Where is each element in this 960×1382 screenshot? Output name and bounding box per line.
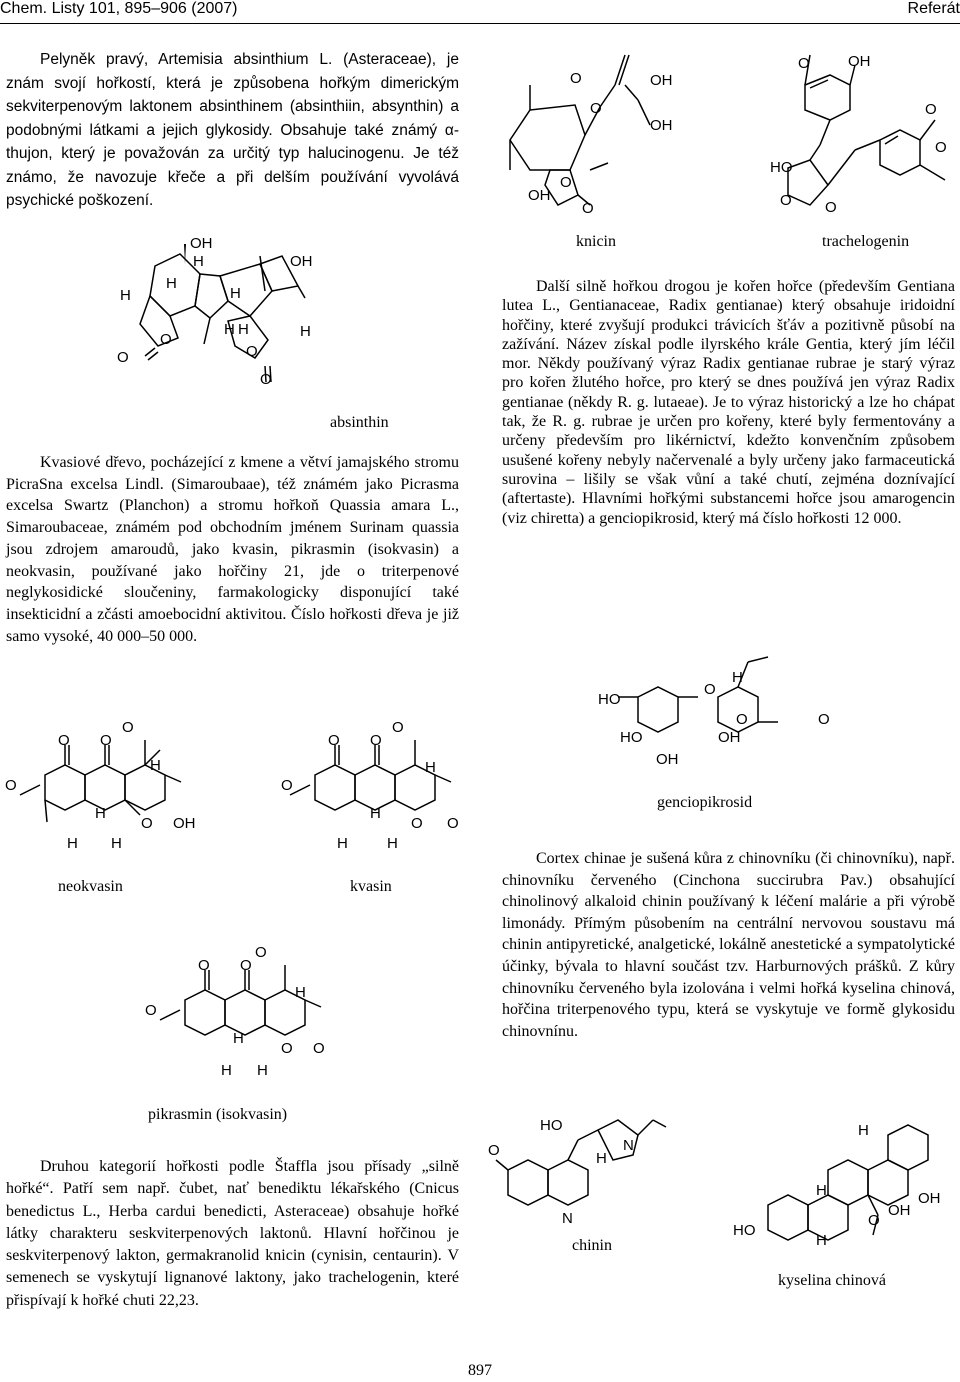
atom-h: H: [425, 759, 436, 776]
atom-h: H: [221, 1062, 232, 1079]
pikrasmin-structure: [145, 935, 360, 1085]
atom-o: O: [780, 192, 792, 209]
atom-o: O: [122, 719, 134, 736]
atom-o: O: [411, 815, 423, 832]
atom-o: O: [935, 139, 947, 156]
atom-o: O: [141, 815, 153, 832]
atom-o: O: [145, 1002, 157, 1019]
atom-o: O: [488, 1142, 500, 1159]
atom-h: H: [67, 835, 78, 852]
header-rule: [0, 23, 960, 24]
atom-o: O: [560, 174, 572, 191]
section-header: Referát: [907, 0, 960, 17]
atom-o: O: [582, 200, 594, 217]
caption-absinthin: absinthin: [330, 414, 389, 431]
atom-h: H: [120, 287, 131, 304]
atom-h: H: [370, 805, 381, 822]
atom-oh: OH: [290, 253, 313, 270]
atom-o: O: [260, 371, 272, 388]
atom-h: H: [224, 321, 235, 338]
caption-kvasin: kvasin: [350, 878, 392, 895]
atom-h: H: [166, 275, 177, 292]
kvasin-structure: [275, 710, 475, 860]
atom-oh: OH: [848, 53, 871, 70]
atom-h: H: [337, 835, 348, 852]
atom-ho: HO: [540, 1117, 563, 1134]
atom-o: O: [198, 957, 210, 974]
atom-h: H: [238, 321, 249, 338]
atom-o: O: [590, 100, 602, 117]
caption-neokvasin: neokvasin: [58, 878, 123, 895]
atom-o: O: [255, 944, 267, 961]
atom-oh: OH: [918, 1190, 941, 1207]
atom-o: O: [447, 815, 459, 832]
atom-ho: HO: [770, 159, 793, 176]
paragraph-kvasiove-drevo: Kvasiové dřevo, pocházející z kmene a větví jamajského stromu PicraSna excelsa Lindl. (Simaroubaae), též známém jako Picrasma excelsa Swartz (Planchon) a stromu hořkoň Quassia amara L., Simaroubaceae, známém pod obchodním jménem Surinam quassia jsou zdrojem amaroudů, jako kvasin, pikrasmin (isokvasin) a neokvasin, používané jako hořčiny 21, jde o triterpenové neglykosidické sloučeniny, farmakologicky disponující také insekticidní a zčásti amoebocidní aktivitou. Číslo hořkosti dřeva je již samo vysoké, 40 000–50 000.: [6, 454, 459, 645]
atom-o: O: [328, 732, 340, 749]
atom-ho: HO: [620, 729, 643, 746]
paragraph-koren-horce: Další silně hořkou drogou je kořen hořce (především Gentiana lutea L., Gentianaceae, Radix gentianae) který obsahuje iridoidní hořčiny, které zvyšují produkci trávicích šťáv a pozitivně působí na zažívání. Název získal podle ilyrského krále Gentia, který jím léčil mor. Někdy používaný výraz Radix gentianae rubrae je starý výraz pro kořen žlutého hořce, pro který se dnes používá jen výraz Radix gentianae (někdy R. g. lutaeae). Je to výraz historický a lze ho chápat tak, že R. g. rubrae je určen pro kořeny, které byly fermentovány a určeny především pro likérnictví, kdežto konvenčním způsobem usušené kořeny nebyly načervenalé a byly určeny jako farmaceutická surovina – lišily se však vůní a také chutí, zejména doznívající (aftertaste). Hlavními hořkými substancemi hořce jsou amarogencin (viz chiretta) a genciopikrosid, který má číslo hořkosti 12 000.: [502, 278, 955, 527]
atom-h: H: [300, 323, 311, 340]
atom-o: O: [281, 777, 293, 794]
atom-h: H: [233, 1030, 244, 1047]
atom-h: H: [596, 1150, 607, 1167]
atom-oh: OH: [190, 235, 213, 252]
atom-o: O: [392, 719, 404, 736]
atom-h: H: [816, 1232, 827, 1249]
atom-n: N: [562, 1210, 573, 1227]
kyselina-chinova-structure: [728, 1115, 958, 1260]
atom-o: O: [5, 777, 17, 794]
atom-o: O: [240, 957, 252, 974]
atom-oh: OH: [888, 1202, 911, 1219]
atom-o: O: [246, 343, 258, 360]
atom-h: H: [230, 285, 241, 302]
chinin-structure: [488, 1115, 698, 1240]
atom-o: O: [798, 55, 810, 72]
atom-o: O: [704, 681, 716, 698]
atom-n: N: [623, 1137, 634, 1154]
atom-ho: HO: [733, 1222, 756, 1239]
page-number: 897: [468, 1362, 492, 1379]
atom-o: O: [100, 732, 112, 749]
atom-oh: OH: [650, 117, 673, 134]
trachelogenin-structure: [740, 40, 960, 220]
atom-h: H: [816, 1182, 827, 1199]
atom-o: O: [825, 199, 837, 216]
atom-h: H: [95, 805, 106, 822]
absinthin-structure: [100, 236, 350, 386]
atom-o: O: [868, 1212, 880, 1229]
paragraph-cortex-chinae: Cortex chinae je sušená kůra z chinovníku (či chinovníku), např. chinovníku červeného (Cinchona succirubra Pav.) obsahující chinolinový alkaloid chinin používaný k léčení malárie a při výrobě limonády. Přímým působením na centrální nervovou soustavu má chinin antipyretické, analgetické, lokálně anestetické a sympatolytické účinky, bývala to hlavní součást tzv. Harburnových prášků. Z kůry chinovníku červeného byla izolována i velmi hořká kyselina chinová, hořčina triterpenového typu, která se vyskytuje ve formě glykosidu chinovnínu.: [502, 850, 955, 1040]
atom-o: O: [160, 331, 172, 348]
neokvasin-structure: [5, 710, 220, 860]
caption-genciopikrosid: genciopikrosid: [657, 794, 753, 811]
atom-oh: OH: [718, 729, 741, 746]
atom-h: H: [150, 757, 161, 774]
atom-oh: OH: [173, 815, 196, 832]
journal-header: Chem. Listy 101, 895–906 (2007): [0, 0, 238, 17]
caption-pikrasmin: pikrasmin (isokvasin): [148, 1106, 288, 1123]
caption-chinin: chinin: [572, 1237, 612, 1254]
atom-oh: OH: [656, 751, 679, 768]
atom-ho: HO: [598, 691, 621, 708]
atom-h: H: [111, 835, 122, 852]
atom-o: O: [370, 732, 382, 749]
atom-o: O: [570, 70, 582, 87]
paragraph-artemisia: Pelyněk pravý, Artemisia absinthium L. (Asteraceae), je znám svojí hořkostí, která je způsobena hořkým dimerickým sekviterpenovým laktonem absinthinem (absinthiin, absynthin) a podobnými látkami a jejich glykosidy. Obsahuje také známý α-thujon, který je považován za určitý typ halucinogenu. Je též známo, že navozuje křeče a při delším používání vyvolává psychické poškození.: [6, 51, 459, 209]
atom-h: H: [193, 253, 204, 270]
atom-o: O: [818, 711, 830, 728]
atom-oh: OH: [650, 72, 673, 89]
caption-trachelogenin: trachelogenin: [822, 233, 910, 250]
atom-h: H: [257, 1062, 268, 1079]
atom-o: O: [925, 101, 937, 118]
atom-o: O: [281, 1040, 293, 1057]
atom-oh: OH: [528, 187, 551, 204]
atom-h: H: [732, 669, 743, 686]
atom-o: O: [58, 732, 70, 749]
paragraph-druha-kategorie: Druhou kategorií hořkosti podle Štaffla jsou přísady „silně hořké“. Patří sem např. čubet, nať benediktu lékařského (Cnicus benedictus L., Herba cardui benedicti, Asteraceae) obsahuje hořké látky charakteru seskviterpenových laktonů. Hlavní hořčinou je seskviterpenový lakton, germakranolid knicin (cynisin, centaurin). V semenech se vyskytují lignanové laktony, jako trachelogenin, které přispívají k hořké chuti 22,23.: [6, 1158, 459, 1309]
atom-o: O: [313, 1040, 325, 1057]
atom-h: H: [295, 984, 306, 1001]
caption-kyselina-chinova: kyselina chinová: [778, 1272, 886, 1289]
atom-o: O: [117, 349, 129, 366]
genciopikrosid-structure: [598, 652, 848, 772]
caption-knicin: knicin: [576, 233, 616, 250]
atom-h: H: [858, 1122, 869, 1139]
knicin-structure: [490, 45, 710, 220]
atom-h: H: [387, 835, 398, 852]
atom-o: O: [736, 711, 748, 728]
